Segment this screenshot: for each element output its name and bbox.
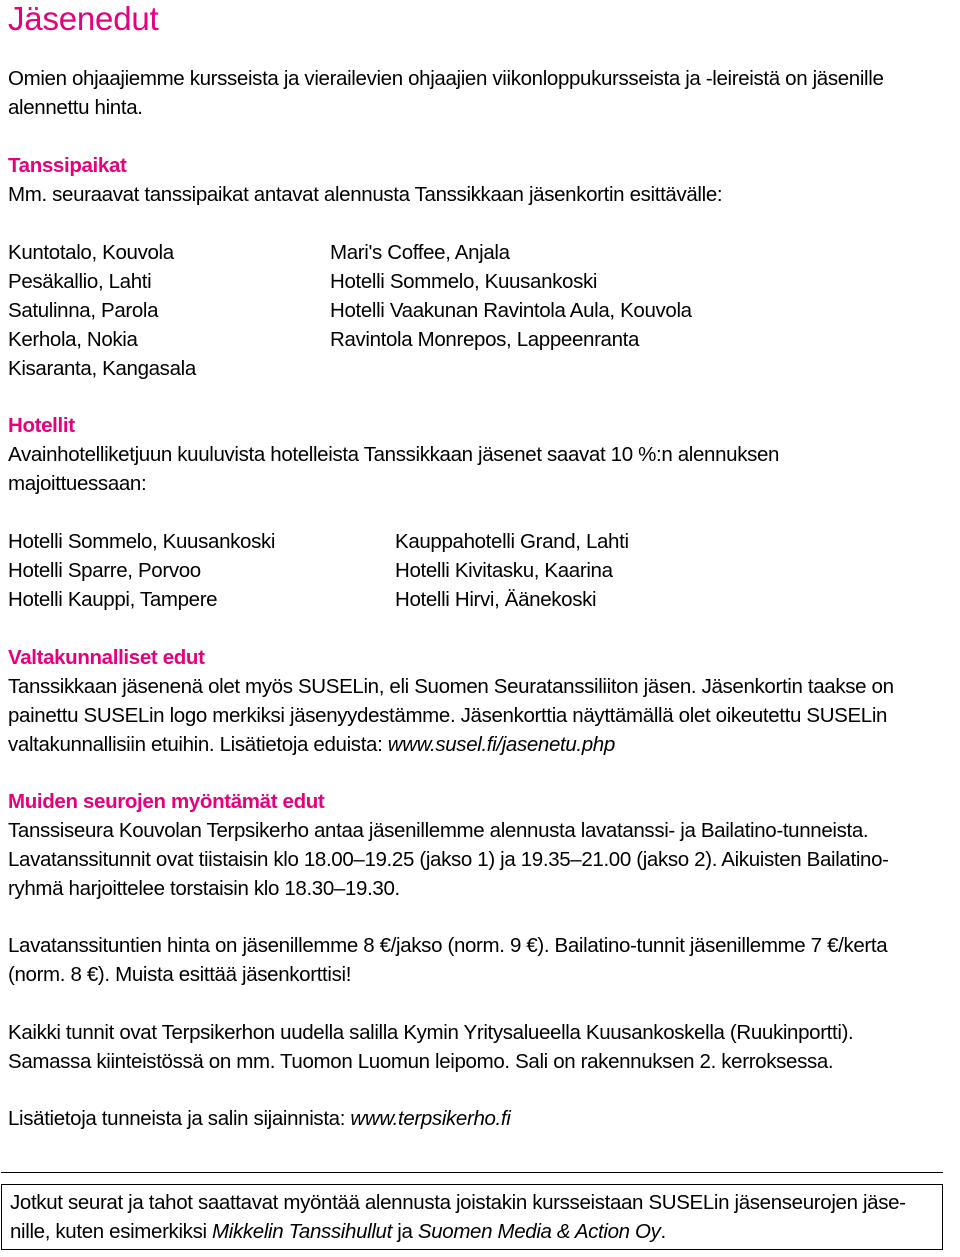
text-connector: ja bbox=[391, 1220, 418, 1243]
section-muiden-seurojen bbox=[8, 787, 952, 903]
list-item: Ravintola Monrepos, Lappeenranta bbox=[330, 328, 640, 351]
footer-note-box bbox=[1, 1184, 943, 1250]
page-title: Jäsenedut bbox=[8, 0, 159, 37]
susel-link[interactable]: www.susel.fi/jasenetu.php bbox=[387, 733, 615, 756]
paragraph-3-line-2: Samassa kiinteistössä on mm. Tuomon Luomun leipomo. Sali on rakennuksen 2. kerroksessa. bbox=[8, 1050, 834, 1073]
section-heading: Hotellit bbox=[8, 414, 75, 437]
paragraph-2 bbox=[8, 931, 952, 989]
list-item: Kauppahotelli Grand, Lahti bbox=[395, 530, 629, 553]
footer-line-2 bbox=[10, 1217, 942, 1246]
paragraph-1-line-1: Tanssiseura Kouvolan Terpsikerho antaa jäsenillemme alennusta lavatanssi- ja Bailatino-tunneista. bbox=[8, 819, 869, 842]
paragraph-1-line-2: Lavatanssitunnit ovat tiistaisin klo 18.00–19.25 (jakso 1) ja 19.35–21.00 (jakso 2). Aikuisten Bailatino- bbox=[8, 848, 889, 871]
list-item: Hotelli Sommelo, Kuusankoski bbox=[330, 270, 598, 293]
section-tanssipaikat bbox=[8, 151, 952, 209]
section-text-line-1: Tanssikkaan jäsenenä olet myös SUSELin, eli Suomen Seuratanssiliiton jäsen. Jäsenkortin taakse on bbox=[8, 675, 894, 698]
paragraph-4-line bbox=[8, 1104, 952, 1133]
list-item: Hotelli Sparre, Porvoo bbox=[8, 559, 201, 582]
list-item: Hotelli Kauppi, Tampere bbox=[8, 588, 218, 611]
paragraph-4 bbox=[8, 1104, 952, 1133]
section-valtakunnalliset bbox=[8, 643, 952, 759]
paragraph-2-line-2: (norm. 8 €). Muista esittää jäsenkorttisi! bbox=[8, 963, 352, 986]
section-hotellit bbox=[8, 411, 952, 498]
section-heading: Valtakunnalliset edut bbox=[8, 646, 205, 669]
section-text-line-2: painettu SUSELin logo merkiksi jäsenyydestämme. Jäsenkorttia näyttämällä olet oikeutettu SUSELin bbox=[8, 704, 888, 727]
section-text-line-3 bbox=[8, 730, 952, 759]
text-suffix: . bbox=[660, 1220, 666, 1243]
tanssipaikat-list-right bbox=[330, 238, 692, 354]
list-item: Kisaranta, Kangasala bbox=[8, 357, 196, 380]
text-prefix: Lisätietoja tunneista ja salin sijainnista: bbox=[8, 1107, 351, 1130]
section-heading: Muiden seurojen myöntämät edut bbox=[8, 790, 325, 813]
org-name-mikkelin: Mikkelin Tanssihullut bbox=[212, 1220, 392, 1243]
list-item: Hotelli Hirvi, Äänekoski bbox=[395, 588, 597, 611]
section-text: Mm. seuraavat tanssipaikat antavat alennusta Tanssikkaan jäsenkortin esittävälle: bbox=[8, 183, 723, 206]
list-item: Pesäkallio, Lahti bbox=[8, 270, 152, 293]
text-prefix: valtakunnallisiin etuihin. Lisätietoja eduista: bbox=[8, 733, 388, 756]
hotellit-list-left bbox=[8, 527, 275, 614]
list-item: Kerhola, Nokia bbox=[8, 328, 138, 351]
paragraph-2-line-1: Lavatanssituntien hinta on jäsenillemme 8 €/jakso (norm. 9 €). Bailatino-tunnit jäsenillemme 7 €/kerta bbox=[8, 934, 888, 957]
list-item: Mari's Coffee, Anjala bbox=[330, 241, 510, 264]
org-name-suomen-media: Suomen Media & Action Oy bbox=[417, 1220, 661, 1243]
divider bbox=[1, 1172, 943, 1173]
paragraph-3-line-1: Kaikki tunnit ovat Terpsikerhon uudella salilla Kymin Yritysalueella Kuusankoskella (Ruukinportti). bbox=[8, 1021, 854, 1044]
section-text-line-1: Avainhotelliketjuun kuuluvista hotelleista Tanssikkaan jäsenet saavat 10 %:n alennuksen bbox=[8, 443, 780, 466]
terpsikerho-link[interactable]: www.terpsikerho.fi bbox=[350, 1107, 511, 1130]
list-item: Satulinna, Parola bbox=[8, 299, 159, 322]
section-text-line-2: majoittuessaan: bbox=[8, 472, 147, 495]
intro-line-1: Omien ohjaajiemme kursseista ja vierailevien ohjaajien viikonloppukursseista ja -leireistä on jäsenille bbox=[8, 67, 884, 90]
paragraph-3 bbox=[8, 1018, 952, 1076]
footer-line-1: Jotkut seurat ja tahot saattavat myöntää alennusta joistakin kursseistaan SUSELin jäsenseurojen jäse- bbox=[10, 1191, 906, 1214]
list-item: Hotelli Vaakunan Ravintola Aula, Kouvola bbox=[330, 299, 692, 322]
list-item: Hotelli Kivitasku, Kaarina bbox=[395, 559, 613, 582]
intro-line-2: alennettu hinta. bbox=[8, 96, 143, 119]
text-prefix: nille, kuten esimerkiksi bbox=[10, 1220, 213, 1243]
tanssipaikat-list-left bbox=[8, 238, 196, 383]
list-item: Hotelli Sommelo, Kuusankoski bbox=[8, 530, 276, 553]
hotellit-list-right bbox=[395, 527, 629, 614]
list-item: Kuntotalo, Kouvola bbox=[8, 241, 174, 264]
intro-paragraph bbox=[8, 64, 952, 122]
paragraph-1-line-3: ryhmä harjoittelee torstaisin klo 18.30–19.30. bbox=[8, 877, 400, 900]
section-heading: Tanssipaikat bbox=[8, 154, 127, 177]
